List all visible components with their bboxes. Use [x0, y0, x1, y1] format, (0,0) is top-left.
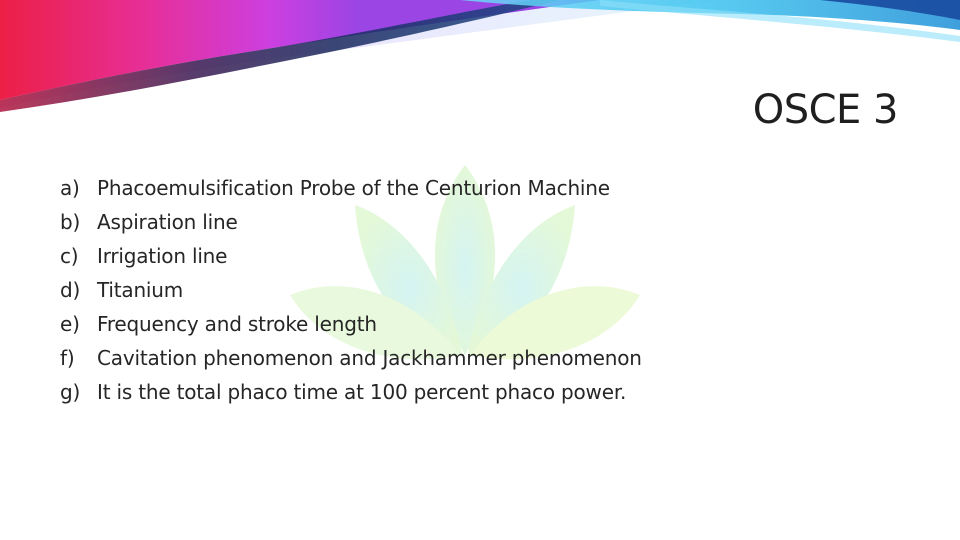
list-item [60, 205, 642, 239]
list-item-text: Irrigation line [97, 244, 228, 268]
list-marker: d) [60, 278, 81, 302]
answer-list [60, 171, 642, 409]
list-marker: f) [60, 346, 75, 370]
list-item-text: Aspiration line [97, 210, 238, 234]
list-item [60, 341, 642, 375]
list-marker: a) [60, 176, 80, 200]
list-item [60, 307, 642, 341]
slide-title: OSCE 3 [752, 87, 898, 133]
list-item-text: Phacoemulsification Probe of the Centurion Machine [97, 176, 610, 200]
list-marker: b) [60, 210, 81, 234]
list-item [60, 375, 642, 409]
list-item-text: Frequency and stroke length [97, 312, 377, 336]
list-item-text: It is the total phaco time at 100 percent phaco power. [97, 380, 627, 404]
list-item-text: Cavitation phenomenon and Jackhammer phenomenon [97, 346, 642, 370]
list-marker: e) [60, 312, 80, 336]
list-marker: g) [60, 380, 81, 404]
list-marker: c) [60, 244, 79, 268]
list-item [60, 273, 642, 307]
list-item-text: Titanium [97, 278, 184, 302]
list-item [60, 171, 642, 205]
list-item [60, 239, 642, 273]
